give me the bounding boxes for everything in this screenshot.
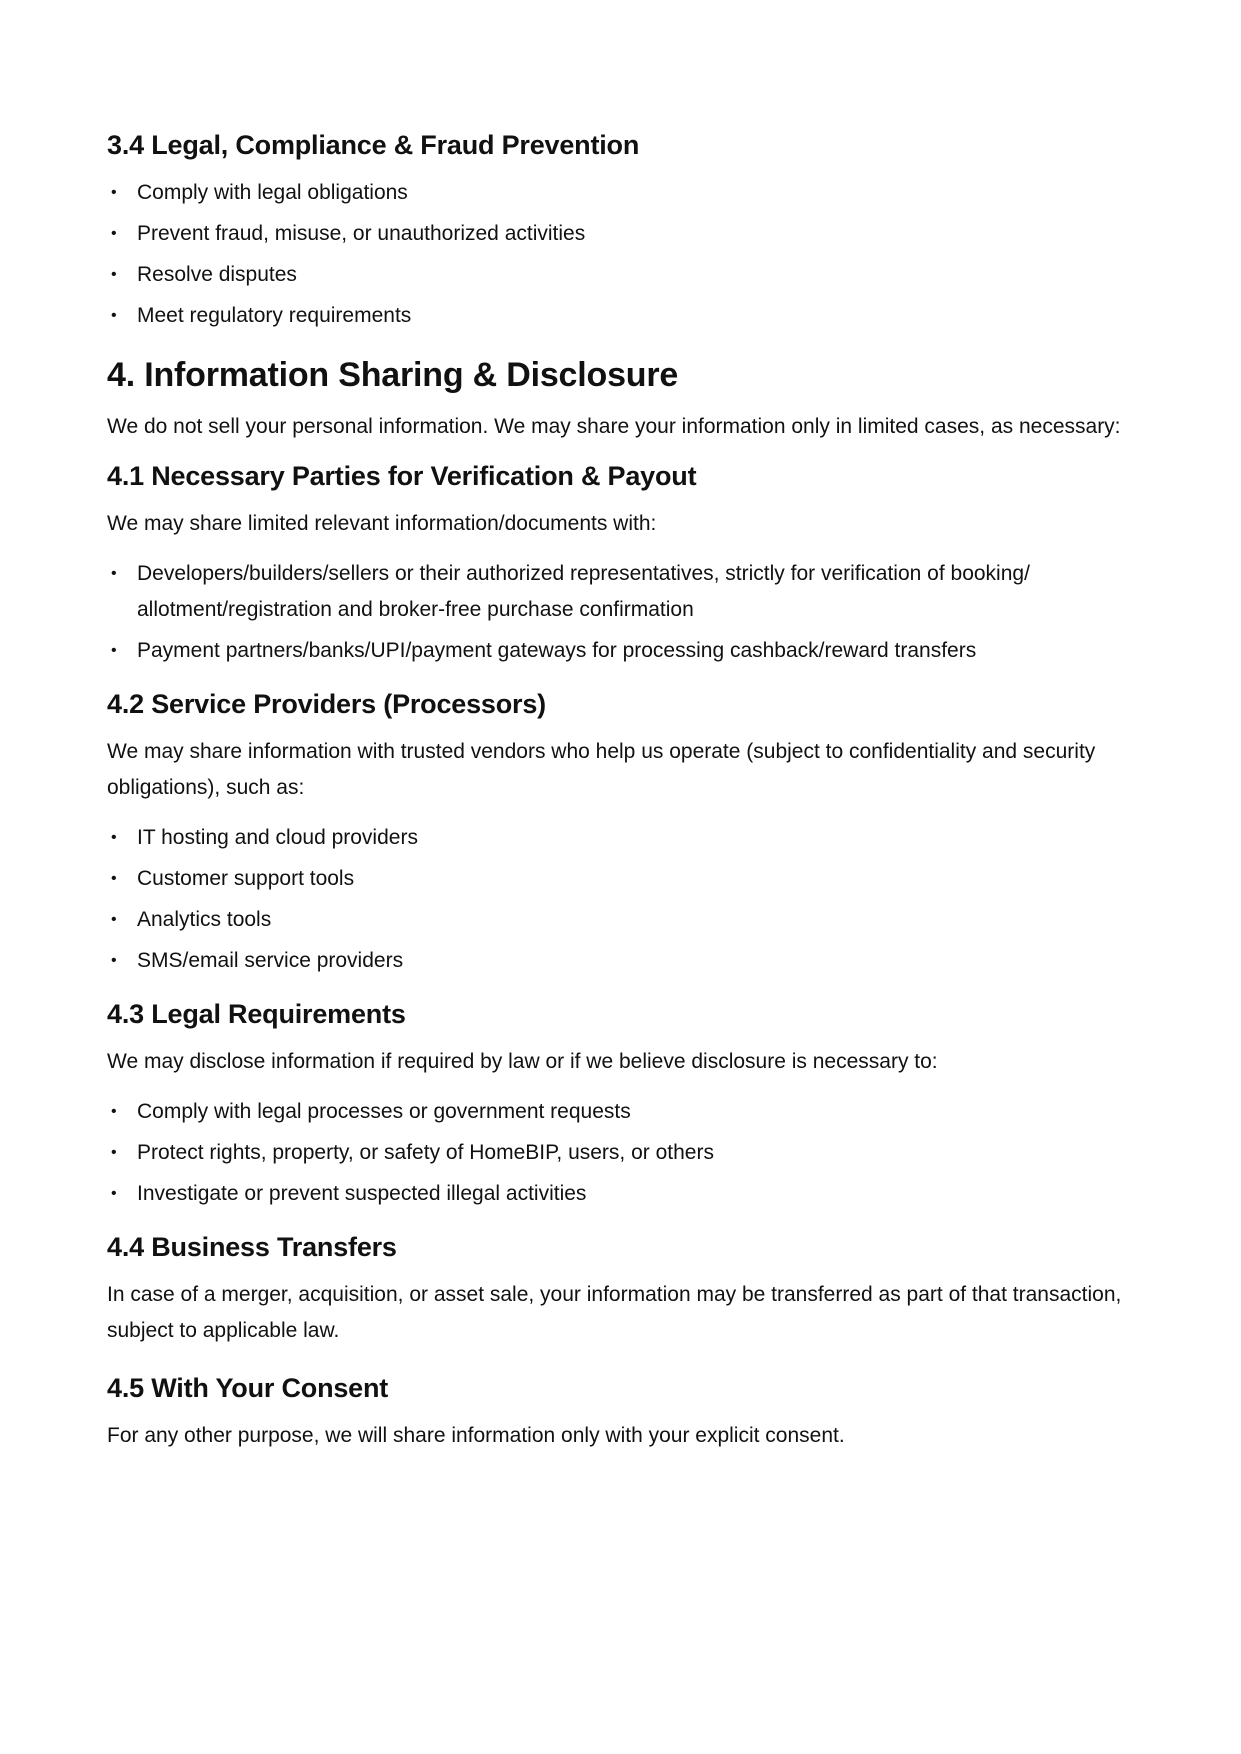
- section-4-2-list: [107, 820, 1137, 979]
- section-4-intro: We do not sell your personal information. We may share your information only in limited cases, as necessary:: [107, 414, 1121, 438]
- list-item: • Comply with legal obligations: [107, 175, 1137, 211]
- section-4-5-body: For any other purpose, we will share information only with your explicit consent.: [107, 1424, 845, 1448]
- document-page: [107, 128, 1137, 1468]
- bullet-icon: •: [111, 1102, 117, 1120]
- list-item: • Meet regulatory requirements: [107, 298, 1137, 334]
- bullet-icon: •: [111, 184, 117, 202]
- section-4-3-heading: 4.3 Legal Requirements: [107, 998, 406, 1029]
- bullet-icon: •: [111, 564, 117, 582]
- section-4-1-list: [107, 556, 1137, 669]
- bullet-icon: •: [111, 1184, 117, 1202]
- list-item: • Investigate or prevent suspected illegal activities: [107, 1176, 1137, 1212]
- section-4-2-intro: We may share information with trusted vendors who help us operate (subject to confidentiality and security obligations), such as:: [107, 739, 1096, 799]
- bullet-icon: •: [111, 641, 117, 659]
- list-item: • Payment partners/banks/UPI/payment gateways for processing cashback/reward transfers: [107, 633, 1137, 669]
- list-item: • Developers/builders/sellers or their authorized representatives, strictly for verification of booking/ allotment/registration and broker-free purchase confirmation: [107, 556, 1137, 628]
- bullet-icon: •: [111, 266, 117, 284]
- list-item: • Protect rights, property, or safety of HomeBIP, users, or others: [107, 1135, 1137, 1171]
- list-item: • IT hosting and cloud providers: [107, 820, 1137, 856]
- bullet-icon: •: [111, 951, 117, 969]
- list-item: • Analytics tools: [107, 902, 1137, 938]
- bullet-icon: •: [111, 1143, 117, 1161]
- section-4-4-body: In case of a merger, acquisition, or asset sale, your information may be transferred as part of that transaction, subject to applicable law.: [107, 1282, 1122, 1342]
- list-item: • Prevent fraud, misuse, or unauthorized activities: [107, 216, 1137, 252]
- section-4-5-heading: 4.5 With Your Consent: [107, 1372, 389, 1403]
- bullet-icon: •: [111, 869, 117, 887]
- list-item: • Resolve disputes: [107, 257, 1137, 293]
- section-4-1-heading: 4.1 Necessary Parties for Verification & Payout: [107, 460, 697, 491]
- bullet-icon: •: [111, 828, 117, 846]
- section-4-4-heading: 4.4 Business Transfers: [107, 1231, 397, 1262]
- list-item: • Comply with legal processes or government requests: [107, 1094, 1137, 1130]
- bullet-icon: •: [111, 225, 117, 243]
- section-4-heading: 4. Information Sharing & Disclosure: [107, 356, 679, 395]
- bullet-icon: •: [111, 910, 117, 928]
- section-4-3-intro: We may disclose information if required by law or if we believe disclosure is necessary to:: [107, 1049, 938, 1073]
- section-4-2-heading: 4.2 Service Providers (Processors): [107, 688, 546, 719]
- bullet-icon: •: [111, 307, 117, 325]
- list-item: • Customer support tools: [107, 861, 1137, 897]
- section-4-3-list: [107, 1094, 1137, 1212]
- section-4-1-intro: We may share limited relevant information/documents with:: [107, 511, 657, 535]
- section-3-4-list: [107, 175, 1137, 334]
- list-item: • SMS/email service providers: [107, 943, 1137, 979]
- section-3-4-heading: 3.4 Legal, Compliance & Fraud Prevention: [107, 130, 640, 160]
